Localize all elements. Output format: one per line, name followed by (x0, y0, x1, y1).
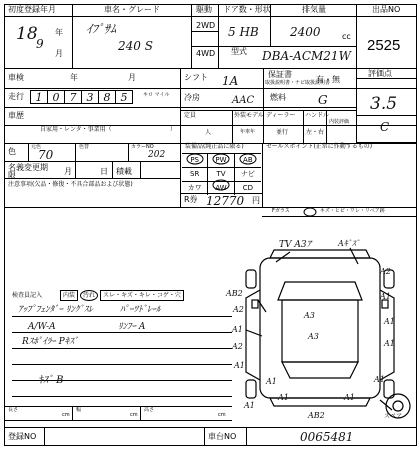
diagram-mark: A1 (266, 377, 277, 386)
inspector-option-stain: 汚れ (80, 290, 98, 301)
equipment-title: 装備品(純正品に限る) (185, 143, 244, 150)
score-label: 評価点 (368, 69, 392, 78)
drive-label: 駆動 (196, 5, 212, 14)
doors-value: 5 HB (228, 25, 259, 39)
equip-aw: AW (208, 182, 234, 195)
diagram-mark: A3 (308, 332, 319, 341)
equip-pw: PW (208, 154, 234, 168)
rule (44, 427, 45, 446)
length-unit: cm (62, 412, 70, 418)
year-kanji: 年 (55, 28, 63, 37)
diagram-mark: A2 (380, 267, 391, 276)
handle-label: ハンドル (305, 112, 330, 119)
diagram-mark: A1 (374, 375, 385, 384)
change-month: 月 (64, 167, 72, 176)
ac-label: 冷房 (184, 93, 200, 102)
equip-sr: SR (182, 168, 208, 182)
change-day: 日 (100, 167, 108, 176)
notes-label: 注意事項(欠品・修復・不具合部品および状態) (8, 181, 133, 188)
diagram-mark: A1 (344, 393, 355, 402)
wheel-front-left (246, 270, 256, 288)
color-sub: 元色 (31, 144, 42, 150)
diagram-mark: A1 (380, 292, 391, 301)
arrow-mark (276, 252, 290, 262)
lot-label: 出品NO (372, 5, 401, 14)
inspector-line: ﾘﾝﾌｰ A (118, 322, 146, 332)
diagram-mark: A1 (244, 401, 255, 410)
car-roof (282, 300, 358, 362)
month-kanji: 月 (55, 49, 63, 58)
shaken-year: 年 (70, 73, 78, 82)
carname-value: ｲﾌﾟｻﾑ (86, 22, 117, 36)
height-label: 高さ (144, 407, 155, 413)
inspector-label: 検査員記入 (12, 292, 43, 299)
diagram-mark: A1 (234, 361, 245, 370)
color-label: 色 (8, 147, 16, 156)
first-reg-month: 9 (36, 37, 44, 51)
shaken-month: 月 (128, 73, 136, 82)
mileage-unit: キロ マイル (143, 92, 170, 98)
drive-4wd: 4WD (196, 49, 216, 58)
warranty-value: 有・無 (316, 75, 340, 84)
interior-value: C (380, 120, 390, 134)
diagram-mark: A1 (278, 393, 289, 402)
carname-label: 車名・グレード (104, 5, 160, 14)
fuel-value: G (318, 93, 328, 107)
equip-ab: AB (235, 154, 261, 168)
colorno-label: カラーNO (131, 144, 154, 150)
shift-value: 1A (222, 74, 239, 88)
diagram-mark: AB2 (226, 289, 243, 298)
equip-cd: CD (242, 184, 253, 192)
model-value: DBA-ACM21W (262, 49, 351, 63)
diagram-mark: Aｷﾞｽﾞ (338, 239, 360, 248)
first-reg-year: 18 (16, 24, 38, 44)
diagram-mark: A3 (304, 311, 315, 320)
colorno-value: 202 (148, 150, 166, 160)
diagram-mark: A2 (232, 342, 243, 351)
warranty-sub: 取扱説明書・ナビ取扱説明書 (265, 80, 331, 86)
diagram-mark: A1 (232, 325, 243, 334)
wheel-rear-left (246, 380, 256, 398)
dealer-sub: 並行 (276, 129, 289, 136)
r-value: 12770 (206, 194, 245, 208)
inspector-line: ｷｽﾞ B (38, 375, 64, 386)
history-label: 車歴 (8, 111, 24, 120)
rule (72, 406, 73, 420)
mileage-digit: 5 (115, 90, 133, 104)
rule (4, 427, 417, 428)
interior-label: 内装評価 (329, 119, 350, 125)
lot-value: 2525 (367, 37, 401, 54)
inspector-line: Rｽﾎﾟｲﾗｰ Pｷｽﾞ (22, 337, 79, 347)
fuel-label: 燃料 (270, 93, 286, 102)
arrow-mark (258, 300, 266, 312)
width-unit: cm (130, 412, 138, 418)
length-label: 長さ (8, 407, 19, 413)
model-label: 型式 (231, 47, 247, 56)
equip-leather: カワ (182, 182, 208, 195)
spare-tire-inner (393, 401, 403, 411)
chassis-no-value: 0065481 (300, 430, 354, 444)
rule (140, 406, 141, 420)
r-unit: 円 (252, 196, 260, 205)
rule (4, 420, 232, 421)
defects-legend: キズ・ヒビ・ワレ・リペア跡 (320, 208, 385, 214)
color-no-label: 色替 (79, 144, 90, 150)
score-value: 3.5 (370, 94, 398, 114)
sales-point-label: セールスポイント(正常に作動するもの) (266, 143, 373, 150)
width-label: 幅 (76, 407, 82, 413)
exterior-sub: 年車年 (240, 129, 256, 135)
exterior-label: 外装モデル (234, 112, 264, 119)
history-close: ） (170, 126, 177, 133)
warranty-label: 保証書 (268, 70, 292, 79)
drive-2wd: 2WD (196, 21, 216, 30)
color-value: 70 (38, 148, 54, 162)
equip-ps: PS (182, 154, 208, 168)
history-options: 自家用・レンタ・事業用（ (40, 126, 112, 133)
displacement-value: 2400 (290, 25, 321, 39)
diagram-mark: AB2 (308, 411, 325, 420)
mileage-digit: 7 (64, 90, 82, 104)
ac-value: AAC (232, 95, 255, 106)
reg-no-label: 登録NO (8, 432, 37, 441)
glass-label: Fガラス (272, 208, 290, 214)
r-label: R券 (184, 195, 198, 204)
inspector-line: ｱｯﾌﾟﾌｪﾝﾀﾞｰ ﾘﾝｸﾞｽﾚ (18, 305, 93, 315)
dealer-label: ディーラー (266, 112, 296, 119)
inspector-line: A/W-A (28, 322, 56, 332)
spare-label: スペア (384, 413, 403, 420)
mileage-digit: 8 (98, 90, 116, 104)
car-body-outline (260, 258, 380, 398)
diagram-mark: A1 (384, 339, 395, 348)
rule (246, 427, 247, 446)
mileage-digit: 1 (30, 90, 48, 104)
diagram-mark: A1 (384, 317, 395, 326)
rule (4, 406, 232, 407)
rule (204, 427, 205, 446)
first-reg-label: 初度登録年月 (8, 5, 56, 14)
mileage-digit: 3 (81, 90, 99, 104)
displacement-label: 排気量 (302, 5, 326, 14)
grade-value: 240 S (118, 39, 153, 53)
displacement-unit: cc (342, 32, 351, 41)
mileage-digit: 0 (47, 90, 65, 104)
inspector-option-interior: 内装 (60, 290, 78, 301)
mirror-right (382, 300, 388, 308)
load-label: 積載 (116, 167, 132, 176)
shift-label: シフト (184, 73, 208, 82)
inspector-line: ﾊﾟｰﾂﾄﾞﾚｰﾙ (120, 305, 161, 315)
car-windshield (278, 282, 362, 300)
handle-value: 左・右 (306, 129, 325, 136)
diagram-mark: A2 (233, 305, 244, 314)
car-rear-window (282, 362, 358, 378)
equip-navi: ナビ (235, 168, 261, 182)
capacity-label: 定員 (184, 112, 197, 119)
chassis-no-label: 車台NO (208, 432, 237, 441)
capacity-unit: 人 (205, 129, 212, 136)
doors-label: ドア数・形状 (223, 5, 271, 14)
mirror-left (252, 300, 258, 308)
equip-tv: TV (208, 168, 234, 182)
change-label: 名義変更期限 (8, 163, 48, 180)
height-unit: cm (218, 412, 226, 418)
mileage-label: 走行 (8, 92, 24, 101)
diagram-mark: TV A3ｱ (279, 240, 312, 250)
inspector-option-damage: スレ・キズ・キレ・コゲ・穴 (100, 290, 184, 301)
shaken-label: 車検 (8, 73, 24, 82)
